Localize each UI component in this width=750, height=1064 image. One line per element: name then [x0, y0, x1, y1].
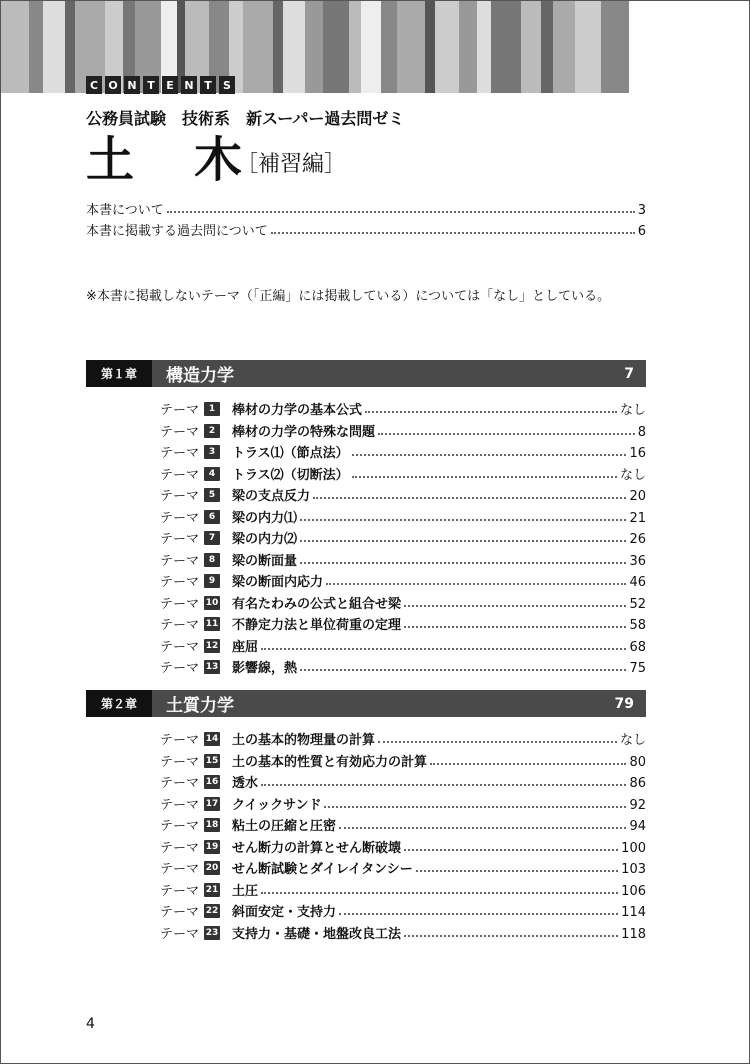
theme-number-badge: 3 [204, 445, 220, 459]
theme-page: なし [619, 403, 646, 418]
leader-dots [300, 519, 626, 521]
theme-entry[interactable] [160, 771, 646, 791]
leader-dots [352, 454, 627, 456]
theme-title: トラス⑴（節点法） [232, 446, 349, 461]
leader-dots [300, 562, 626, 564]
contents-letter: T [143, 76, 159, 94]
book-edition: ［補習編］ [236, 152, 347, 177]
theme-page: なし [619, 733, 646, 748]
theme-page: 106 [621, 883, 646, 899]
stripe [1, 1, 29, 93]
theme-title: せん断力の計算とせん断破壊 [232, 840, 402, 856]
theme-entry[interactable] [160, 836, 646, 856]
leader-dots [430, 763, 626, 765]
chapter-title: 土質力学 [166, 696, 234, 716]
stripe [477, 1, 491, 93]
leader-dots [261, 648, 626, 650]
leader-dots [261, 892, 618, 894]
stripe [521, 1, 541, 93]
stripe [29, 1, 43, 93]
theme-label: テーマ [160, 905, 200, 920]
stripe [349, 1, 361, 93]
leader-dots [167, 211, 635, 213]
theme-entry[interactable] [160, 793, 646, 813]
theme-entry[interactable] [160, 570, 646, 590]
chapter-header[interactable] [86, 360, 646, 387]
book-subtitle: 公務員試験 技術系 新スーパー過去問ゼミ [86, 109, 405, 128]
theme-number-badge: 22 [205, 906, 219, 916]
theme-number-badge: 23 [205, 927, 219, 938]
toc-entry-page: 3 [637, 203, 646, 218]
contents-letter: C [86, 76, 102, 94]
theme-label: テーマ [160, 467, 200, 483]
toc-entry-page: 6 [637, 224, 646, 239]
chapter-header[interactable] [86, 690, 646, 717]
theme-label: テーマ [160, 532, 200, 547]
leader-dots [300, 540, 626, 542]
theme-entry[interactable] [160, 922, 646, 942]
theme-label: テーマ [160, 661, 200, 676]
theme-label: テーマ [160, 819, 200, 834]
theme-label: テーマ [160, 510, 200, 526]
theme-number-badge: 9 [204, 574, 220, 588]
chapter-page: 7 [624, 365, 634, 382]
theme-number-badge: 19 [205, 841, 219, 852]
stripe [381, 1, 397, 93]
theme-entry[interactable] [160, 527, 646, 547]
leader-dots [326, 583, 626, 585]
chapter-number: 第１章 [86, 360, 152, 387]
leader-dots [261, 784, 626, 786]
theme-page: 21 [629, 510, 646, 526]
stripe [397, 1, 425, 93]
theme-number-badge: 12 [205, 640, 219, 651]
theme-label: テーマ [160, 446, 200, 461]
theme-title: 有名たわみの公式と組合せ梁 [232, 596, 402, 612]
theme-title: トラス⑵（切断法） [232, 467, 349, 483]
theme-number-badge: 6 [204, 510, 220, 524]
theme-number-badge: 4 [204, 467, 220, 481]
contents-letter: O [105, 76, 121, 94]
theme-number-badge: 8 [204, 553, 220, 567]
theme-entry[interactable] [160, 441, 646, 461]
theme-label: テーマ [160, 754, 200, 770]
theme-label: テーマ [160, 862, 200, 877]
theme-number-badge: 13 [205, 662, 219, 672]
theme-page: 36 [629, 553, 646, 569]
stripe [553, 1, 575, 93]
toc-entry-label: 本書について [86, 203, 164, 218]
stripe [459, 1, 477, 93]
theme-number-badge: 7 [204, 531, 220, 545]
theme-page: 20 [629, 489, 646, 504]
leader-dots [404, 626, 626, 628]
theme-page: 26 [629, 532, 646, 547]
leader-dots [416, 870, 618, 872]
chapter-title: 構造力学 [166, 366, 234, 386]
contents-letter: E [162, 76, 178, 94]
theme-label: テーマ [160, 639, 200, 655]
stripe [435, 1, 459, 93]
theme-entry[interactable] [160, 750, 646, 770]
theme-label: テーマ [160, 575, 200, 590]
toc-entry[interactable] [86, 219, 646, 239]
theme-page: 92 [629, 797, 646, 813]
toc-entry-label: 本書に掲載する過去問について [86, 224, 268, 239]
theme-entry[interactable] [160, 506, 646, 526]
theme-label: テーマ [160, 424, 200, 440]
theme-entry[interactable] [160, 879, 646, 899]
theme-number-badge: 2 [204, 424, 220, 438]
theme-number-badge: 20 [205, 863, 219, 873]
contents-letter: S [219, 76, 235, 94]
theme-entry[interactable] [160, 728, 646, 748]
theme-label: テーマ [160, 618, 200, 633]
theme-entry[interactable] [160, 463, 646, 483]
theme-title: 棒材の力学の基本公式 [232, 403, 363, 418]
contents-letter: T [200, 76, 216, 94]
leader-dots [339, 827, 626, 829]
theme-page: 68 [629, 639, 646, 655]
theme-number-badge: 15 [205, 755, 219, 766]
theme-label: テーマ [160, 840, 200, 856]
page-number: 4 [86, 1016, 95, 1032]
theme-page: 75 [629, 661, 646, 676]
theme-page: なし [619, 467, 646, 483]
theme-title: 土圧 [232, 883, 259, 899]
theme-label: テーマ [160, 403, 200, 418]
note-text: ※本書に掲載しないテーマ（「正編」には掲載している）については「なし」としている。 [86, 289, 611, 304]
theme-number-badge: 11 [205, 619, 219, 629]
stripe [601, 1, 629, 93]
theme-entry[interactable] [160, 635, 646, 655]
stripe [65, 1, 75, 93]
theme-title: 梁の内力⑵ [232, 532, 298, 547]
contents-label [86, 76, 235, 94]
theme-title: クイックサンド [232, 797, 322, 813]
theme-page: 118 [621, 926, 646, 942]
theme-label: テーマ [160, 797, 200, 813]
stripe [323, 1, 349, 93]
theme-entry[interactable] [160, 592, 646, 612]
theme-page: 8 [637, 424, 646, 440]
theme-title: 影響線，熱 [232, 661, 298, 676]
theme-title: 梁の支点反力 [232, 489, 311, 504]
theme-number-badge: 16 [205, 777, 219, 787]
contents-letter: N [124, 76, 140, 94]
leader-dots [404, 935, 618, 937]
leader-dots [339, 913, 618, 915]
stripe [541, 1, 553, 93]
theme-title: 斜面安定・支持力 [232, 905, 337, 920]
toc-entry[interactable] [86, 198, 646, 218]
theme-page: 86 [629, 776, 646, 791]
leader-dots [300, 669, 626, 671]
theme-page: 80 [629, 754, 646, 770]
stripe [273, 1, 283, 93]
leader-dots [404, 849, 618, 851]
theme-entry[interactable] [160, 857, 646, 877]
theme-title: 透水 [232, 776, 259, 791]
book-title: 土 木 [86, 132, 249, 188]
theme-number-badge: 10 [205, 597, 219, 608]
theme-title: 粘土の圧縮と圧密 [232, 819, 337, 834]
theme-entry[interactable] [160, 900, 646, 920]
leader-dots [324, 806, 626, 808]
theme-entry[interactable] [160, 484, 646, 504]
leader-dots [352, 476, 617, 478]
theme-number-badge: 21 [205, 884, 219, 895]
theme-page: 103 [621, 862, 646, 877]
theme-title: 不静定力法と単位荷重の定理 [232, 618, 402, 633]
theme-title: 支持力・基礎・地盤改良工法 [232, 926, 402, 942]
theme-page: 94 [629, 819, 646, 834]
theme-number-badge: 14 [205, 734, 219, 744]
theme-page: 46 [629, 575, 646, 590]
stripe [243, 1, 273, 93]
chapter-page: 79 [614, 695, 634, 712]
leader-dots [271, 232, 635, 234]
theme-entry[interactable] [160, 549, 646, 569]
theme-label: テーマ [160, 733, 200, 748]
theme-entry[interactable] [160, 814, 646, 834]
theme-title: 梁の断面量 [232, 553, 298, 569]
theme-title: 梁の断面内応力 [232, 575, 324, 590]
theme-number-badge: 18 [205, 820, 219, 830]
theme-page: 52 [629, 596, 646, 612]
chapter-number: 第２章 [86, 690, 152, 717]
theme-title: 座屈 [232, 639, 259, 655]
stripe [43, 1, 65, 93]
theme-label: テーマ [160, 776, 200, 791]
theme-title: 土の基本的性質と有効応力の計算 [232, 754, 428, 770]
leader-dots [378, 433, 635, 435]
theme-title: 棒材の力学の特殊な問題 [232, 424, 376, 440]
theme-entry[interactable] [160, 656, 646, 676]
theme-entry[interactable] [160, 420, 646, 440]
contents-letter: N [181, 76, 197, 94]
theme-label: テーマ [160, 489, 200, 504]
theme-entry[interactable] [160, 613, 646, 633]
leader-dots [313, 497, 626, 499]
leader-dots [365, 411, 617, 413]
leader-dots [378, 741, 617, 743]
theme-page: 114 [621, 905, 646, 920]
theme-number-badge: 1 [204, 402, 220, 416]
theme-label: テーマ [160, 926, 200, 942]
theme-title: 土の基本的物理量の計算 [232, 733, 376, 748]
theme-entry[interactable] [160, 398, 646, 418]
theme-label: テーマ [160, 553, 200, 569]
stripe [305, 1, 323, 93]
stripe [361, 1, 381, 93]
theme-number-badge: 5 [204, 488, 220, 502]
stripe [283, 1, 305, 93]
theme-page: 100 [621, 840, 646, 856]
theme-title: 梁の内力⑴ [232, 510, 298, 526]
theme-page: 58 [629, 618, 646, 633]
theme-page: 16 [629, 446, 646, 461]
stripe [491, 1, 521, 93]
leader-dots [404, 605, 626, 607]
stripe [575, 1, 601, 93]
stripe [425, 1, 435, 93]
theme-title: せん断試験とダイレイタンシー [232, 862, 413, 877]
theme-number-badge: 17 [205, 798, 219, 809]
theme-label: テーマ [160, 596, 200, 612]
theme-label: テーマ [160, 883, 200, 899]
